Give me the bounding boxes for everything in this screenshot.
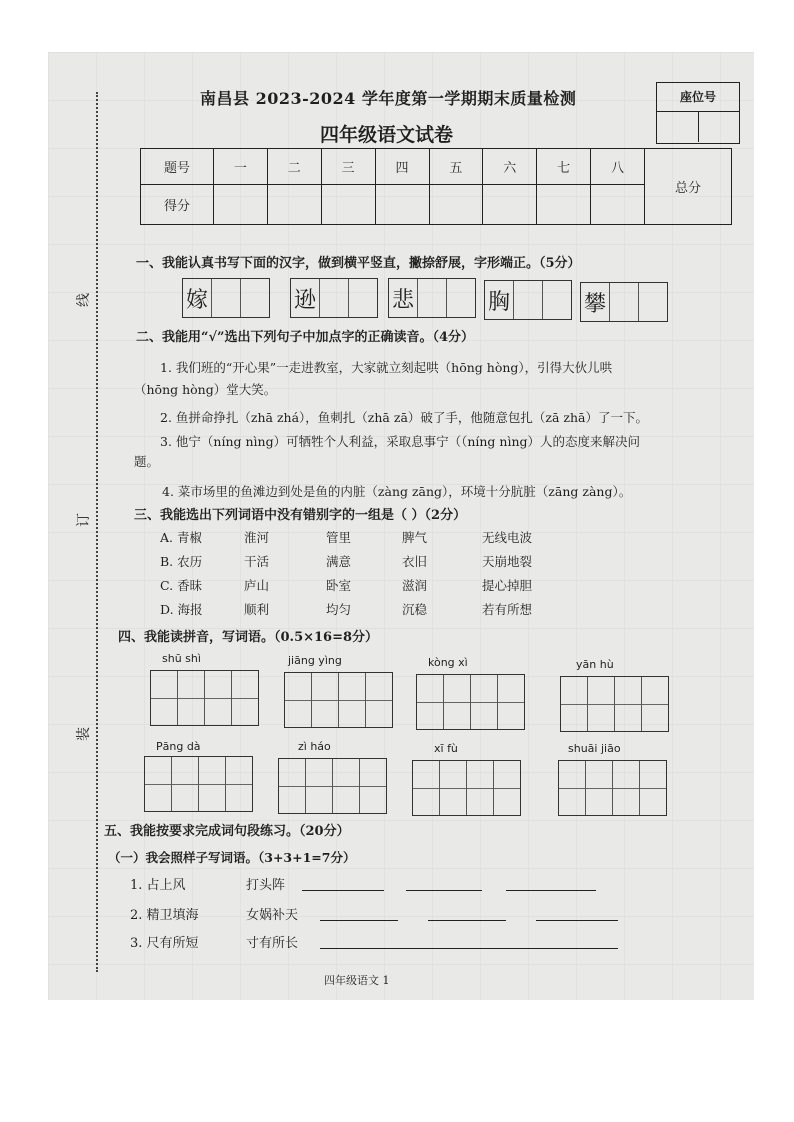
score-cell[interactable] bbox=[375, 185, 429, 225]
pinyin-label: Pāng dà bbox=[156, 740, 201, 753]
answer-grid[interactable] bbox=[416, 674, 525, 730]
score-col: 七 bbox=[537, 149, 591, 185]
score-cell[interactable] bbox=[214, 185, 268, 225]
score-col: 五 bbox=[429, 149, 483, 185]
score-col: 一 bbox=[214, 149, 268, 185]
char-box-2[interactable] bbox=[290, 278, 378, 318]
pinyin-label: kòng xì bbox=[428, 656, 468, 669]
seat-number-label: 座位号 bbox=[657, 83, 739, 112]
score-cell[interactable] bbox=[429, 185, 483, 225]
option-word: 干活 bbox=[244, 554, 270, 569]
score-row-label: 题号 bbox=[141, 149, 214, 185]
binding-mark-ding: 订 bbox=[76, 513, 92, 527]
score-cell[interactable] bbox=[483, 185, 537, 225]
option-word: 衣旧 bbox=[402, 554, 428, 569]
option-word: 卧室 bbox=[326, 578, 352, 593]
answer-blank[interactable] bbox=[320, 934, 618, 949]
answer-blank[interactable] bbox=[302, 876, 384, 891]
answer-grid[interactable] bbox=[558, 760, 667, 816]
option-word: 顺利 bbox=[244, 602, 270, 617]
model-char: 悲 bbox=[391, 287, 414, 313]
section5-heading: 五、我能按要求完成词句段练习。（20分） bbox=[104, 824, 350, 839]
score-col: 二 bbox=[267, 149, 321, 185]
option-word: 管里 bbox=[326, 530, 352, 545]
seat-number-box bbox=[656, 82, 740, 144]
exam-title: 南昌县 2023-2024 学年度第一学期期末质量检测 bbox=[200, 89, 577, 108]
word-item-label: 2. 精卫填海 bbox=[130, 908, 199, 923]
word-item-label: 1. 占上风 bbox=[130, 878, 186, 893]
pinyin-label: zì háo bbox=[298, 740, 331, 753]
answer-grid[interactable] bbox=[412, 760, 521, 816]
answer-blank[interactable] bbox=[320, 906, 398, 921]
answer-grid[interactable] bbox=[284, 672, 393, 728]
question-line: 3. 他宁（níng nìng）可牺牲个人利益，采取息事宁（（níng nìng）人的态度来解决问 bbox=[160, 434, 641, 449]
score-row-label: 得分 bbox=[141, 185, 214, 225]
pinyin-label: jiāng yìng bbox=[288, 654, 342, 667]
char-box-1[interactable] bbox=[182, 278, 270, 318]
section1-heading: 一、我能认真书写下面的汉字，做到横平竖直，撇捺舒展，字形端正。（5分） bbox=[136, 256, 581, 271]
option-word: 均匀 bbox=[326, 602, 352, 617]
page-footer: 四年级语文 1 bbox=[324, 974, 390, 987]
question-line: 4. 菜市场里的鱼滩边到处是鱼的内脏（zàng zāng），环境十分肮脏（zāng zàng）。 bbox=[162, 484, 632, 499]
answer-grid[interactable] bbox=[560, 676, 669, 732]
score-cell[interactable] bbox=[267, 185, 321, 225]
model-char: 胸 bbox=[487, 289, 510, 315]
option-word: 沉稳 bbox=[402, 602, 428, 617]
score-cell[interactable] bbox=[537, 185, 591, 225]
score-cell[interactable] bbox=[321, 185, 375, 225]
binding-dotted-line bbox=[96, 92, 98, 972]
score-col: 三 bbox=[321, 149, 375, 185]
binding-mark-zhuang: 装 bbox=[76, 727, 92, 741]
pinyin-label: shū shì bbox=[162, 652, 201, 665]
question-line: 1. 我们班的“开心果”一走进教室，大家就立刻起哄（hōng hòng），引得大伙儿哄 bbox=[160, 360, 613, 375]
question-line: 题。 bbox=[134, 454, 160, 469]
scanned-exam-page bbox=[48, 52, 754, 1000]
answer-grid[interactable] bbox=[278, 758, 387, 814]
model-char: 嫁 bbox=[185, 287, 208, 313]
word-item-example: 女娲补天 bbox=[246, 908, 299, 923]
option-word: 淮河 bbox=[244, 530, 270, 545]
exam-subtitle: 四年级语文试卷 bbox=[320, 124, 454, 146]
section3-heading: 三、我能选出下列词语中没有错别字的一组是（ ）（2分） bbox=[134, 508, 467, 523]
option-label[interactable]: B. 农历 bbox=[160, 554, 203, 569]
answer-blank[interactable] bbox=[406, 876, 482, 891]
pinyin-label: yān hù bbox=[576, 658, 614, 671]
section4-heading: 四、我能读拼音，写词语。（0.5×16=8分） bbox=[118, 630, 379, 645]
word-item-example: 打头阵 bbox=[246, 878, 286, 893]
pinyin-label: shuāi jiāo bbox=[568, 742, 621, 755]
option-label[interactable]: C. 香昧 bbox=[160, 578, 203, 593]
section2-heading: 二、我能用“√”选出下列句子中加点字的正确读音。（4分） bbox=[136, 330, 475, 345]
total-score-label: 总分 bbox=[645, 149, 732, 225]
option-word: 脾气 bbox=[402, 530, 428, 545]
answer-blank[interactable] bbox=[536, 906, 618, 921]
score-col: 四 bbox=[375, 149, 429, 185]
question-line: （hōng hòng）堂大笑。 bbox=[134, 382, 277, 397]
word-item-label: 3. 尺有所短 bbox=[130, 936, 199, 951]
score-table bbox=[140, 148, 732, 225]
binding-mark-line: 线 bbox=[76, 293, 92, 307]
score-col: 六 bbox=[483, 149, 537, 185]
pinyin-label: xī fù bbox=[434, 742, 458, 755]
answer-grid[interactable] bbox=[144, 756, 253, 812]
option-word: 若有所想 bbox=[482, 602, 533, 617]
option-word: 满意 bbox=[326, 554, 352, 569]
answer-grid[interactable] bbox=[150, 670, 259, 726]
option-label[interactable]: A. 青椒 bbox=[160, 530, 202, 545]
option-label[interactable]: D. 海报 bbox=[160, 602, 203, 617]
option-word: 无线电波 bbox=[482, 530, 533, 545]
question-line: 2. 鱼拼命挣扎（zhā zhá），鱼刺扎（zhā zā）破了手，他随意包扎（zā zhā）了一下。 bbox=[160, 410, 649, 425]
char-box-4[interactable] bbox=[484, 280, 572, 320]
option-word: 滋润 bbox=[402, 578, 428, 593]
word-item-example: 寸有所长 bbox=[246, 936, 299, 951]
char-box-3[interactable] bbox=[388, 278, 476, 318]
section5-sub1: （一）我会照样子写词语。（3+3+1=7分） bbox=[108, 850, 356, 865]
char-box-5[interactable] bbox=[580, 282, 668, 322]
option-word: 提心掉胆 bbox=[482, 578, 533, 593]
score-col: 八 bbox=[591, 149, 645, 185]
answer-blank[interactable] bbox=[506, 876, 596, 891]
score-cell[interactable] bbox=[591, 185, 645, 225]
model-char: 逊 bbox=[293, 287, 316, 313]
answer-blank[interactable] bbox=[428, 906, 506, 921]
option-word: 天崩地裂 bbox=[482, 554, 533, 569]
option-word: 庐山 bbox=[244, 578, 270, 593]
model-char: 攀 bbox=[583, 291, 606, 317]
